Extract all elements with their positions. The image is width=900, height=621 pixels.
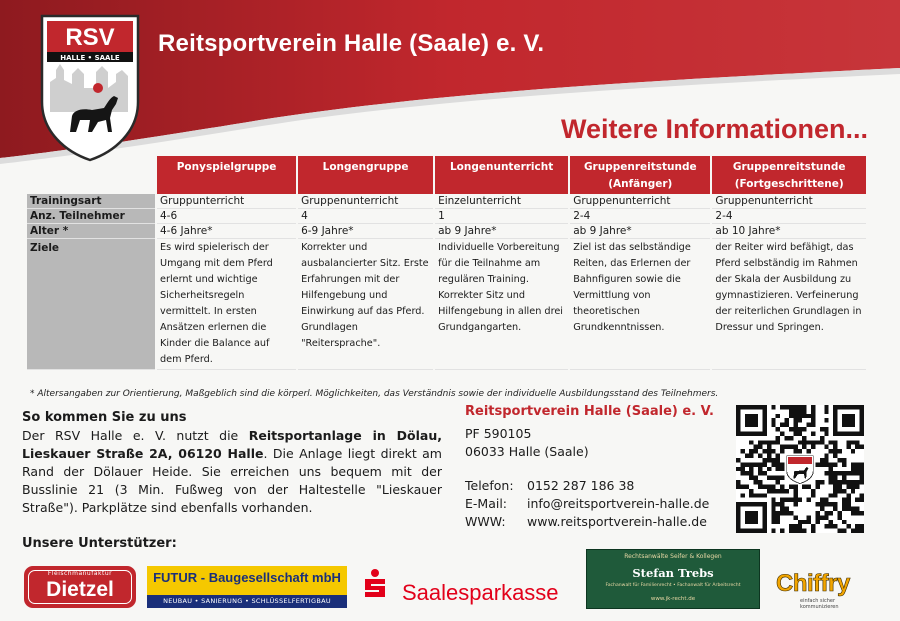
table-cell: Gruppenunterricht bbox=[298, 194, 433, 209]
col-gruppenreitstunde-anfaenger: Gruppenreitstunde (Anfänger) bbox=[570, 156, 710, 194]
contact-section bbox=[465, 403, 735, 531]
table-cell: Gruppunterricht bbox=[157, 194, 296, 209]
contact-city: 06033 Halle (Saale) bbox=[465, 444, 589, 459]
col-longenunterricht: Longenunterricht bbox=[435, 156, 568, 194]
col-longengruppe: Longengruppe bbox=[298, 156, 433, 194]
contact-website-link[interactable]: www.reitsportverein-halle.de bbox=[527, 514, 707, 529]
sponsor-chiffry-logo[interactable]: Chiffry einfach sicher kommunizieren bbox=[776, 570, 850, 610]
table-cell: ab 9 Jahre* bbox=[435, 224, 568, 239]
contact-email-row: E-Mail: info@reitsportverein-halle.de bbox=[465, 496, 710, 511]
table-cell: 2-4 bbox=[570, 209, 710, 224]
location-section bbox=[22, 409, 442, 517]
table-cell: Gruppenunterricht bbox=[570, 194, 710, 209]
sparkasse-icon bbox=[360, 568, 390, 598]
col-gruppenreitstunde-fortgeschrittene: Gruppenreitstunde (Fortgeschrittene) bbox=[712, 156, 866, 194]
contact-phone[interactable]: 0152 287 186 38 bbox=[527, 478, 635, 493]
contact-title: Reitsportverein Halle (Saale) e. V. bbox=[465, 404, 714, 419]
age-footnote: * Altersangaben zur Orientierung, Maßgeblich sind die körperl. Möglichkeiten, das Verständnis sowie der individuelle Ausbildungsstand des Teilnehmers. bbox=[30, 389, 719, 399]
col-ponyspielgruppe: Ponyspielgruppe bbox=[157, 156, 296, 194]
table-cell: Korrekter und ausbalancierter Sitz. Erste Erfahrungen mit der Hilfengebung und Einwirkung auf das Pferd. Grundlagen "Reitersprache". bbox=[298, 239, 433, 370]
table-cell: Gruppenunterricht bbox=[712, 194, 866, 209]
table-cell: ab 10 Jahre* bbox=[712, 224, 866, 239]
table-cell: 4 bbox=[298, 209, 433, 224]
row-label: Anz. Teilnehmer bbox=[27, 209, 155, 224]
table-header-row bbox=[27, 156, 866, 194]
row-label: Ziele bbox=[27, 239, 155, 370]
header-blank bbox=[27, 156, 155, 194]
sponsor-dietzel-logo[interactable]: Fleischmanufaktur Dietzel bbox=[24, 566, 136, 608]
logo-text: RSV bbox=[65, 24, 115, 51]
contact-po-box: PF 590105 bbox=[465, 426, 532, 441]
contact-www-row: WWW: www.reitsportverein-halle.de bbox=[465, 514, 707, 529]
table-cell: Ziel ist das selbständige Reiten, das Erlernen der Bahnfiguren sowie die Vermittlung von theoretischen Grundkenntnissen. bbox=[570, 239, 710, 370]
logo-sub: HALLE • SAALE bbox=[60, 54, 120, 62]
sponsor-sparkasse-logo[interactable]: Saalesparkasse bbox=[360, 566, 576, 608]
table-cell: Einzelunterricht bbox=[435, 194, 568, 209]
table-cell: 4-6 bbox=[157, 209, 296, 224]
location-text: Der RSV Halle e. V. nutzt die Reitsportanlage in Dölau, Lieskauer Straße 2A, 06120 Halle. Die Anlage liegt direkt am Rand der Dölauer Heide. Sie erreichen uns bequem mit der Busslinie 21 (3 Min. Fußweg von der Haltestelle "Lieskauer Straße"). Parkplätze sind ebenfalls vorhanden. bbox=[22, 428, 442, 515]
table-cell: Individuelle Vorbereitung für die Teilnahme am regulären Training. Korrekter Sitz und Hilfengebung in allen drei Grundgangarten. bbox=[435, 239, 568, 370]
table-cell: ab 9 Jahre* bbox=[570, 224, 710, 239]
rsv-logo bbox=[38, 12, 142, 162]
table-cell: 4-6 Jahre* bbox=[157, 224, 296, 239]
location-heading: So kommen Sie zu uns bbox=[22, 410, 187, 425]
contact-phone-row: Telefon: 0152 287 186 38 bbox=[465, 478, 635, 493]
location-address: Reitsportanlage in Dölau, Lieskauer Straße 2A, 06120 Halle bbox=[22, 428, 442, 461]
section-title: Weitere Informationen... bbox=[560, 114, 868, 144]
training-table bbox=[25, 156, 868, 370]
row-label: Alter * bbox=[27, 224, 155, 239]
table-row bbox=[27, 224, 866, 239]
sponsor-trebs-logo[interactable]: Rechtsanwälte Seifer & Kollegen Stefan Trebs Fachanwalt für Familienrecht • Fachanwalt für Arbeitsrecht www.jk-recht.de bbox=[586, 549, 760, 609]
sponsors-title: Unsere Unterstützer: bbox=[22, 536, 177, 551]
table-row bbox=[27, 194, 866, 209]
table-cell: Es wird spielerisch der Umgang mit dem Pferd erlernt und wichtige Sicherheitsregeln vermittelt. In ersten Ansätzen erlernen die Kinder die Balance auf dem Pferd. bbox=[157, 239, 296, 370]
org-title: Reitsportverein Halle (Saale) e. V. bbox=[158, 30, 545, 57]
table-row bbox=[27, 239, 866, 370]
table-row bbox=[27, 209, 866, 224]
table-cell: 6-9 Jahre* bbox=[298, 224, 433, 239]
table-cell: der Reiter wird befähigt, das Pferd selbständig im Rahmen der Skala der Ausbildung zu gymnastizieren. Verfeinerung der reiterlichen Grundlagen in Dressur und Springen. bbox=[712, 239, 866, 370]
contact-email-link[interactable]: info@reitsportverein-halle.de bbox=[527, 496, 710, 511]
table-cell: 1 bbox=[435, 209, 568, 224]
sponsor-futur-logo[interactable]: FUTUR - Baugesellschaft mbH NEUBAU • SANIERUNG • SCHLÜSSELFERTIGBAU bbox=[147, 566, 347, 608]
qr-code-icon[interactable] bbox=[736, 405, 864, 533]
row-label: Trainingsart bbox=[27, 194, 155, 209]
table-cell: 2-4 bbox=[712, 209, 866, 224]
